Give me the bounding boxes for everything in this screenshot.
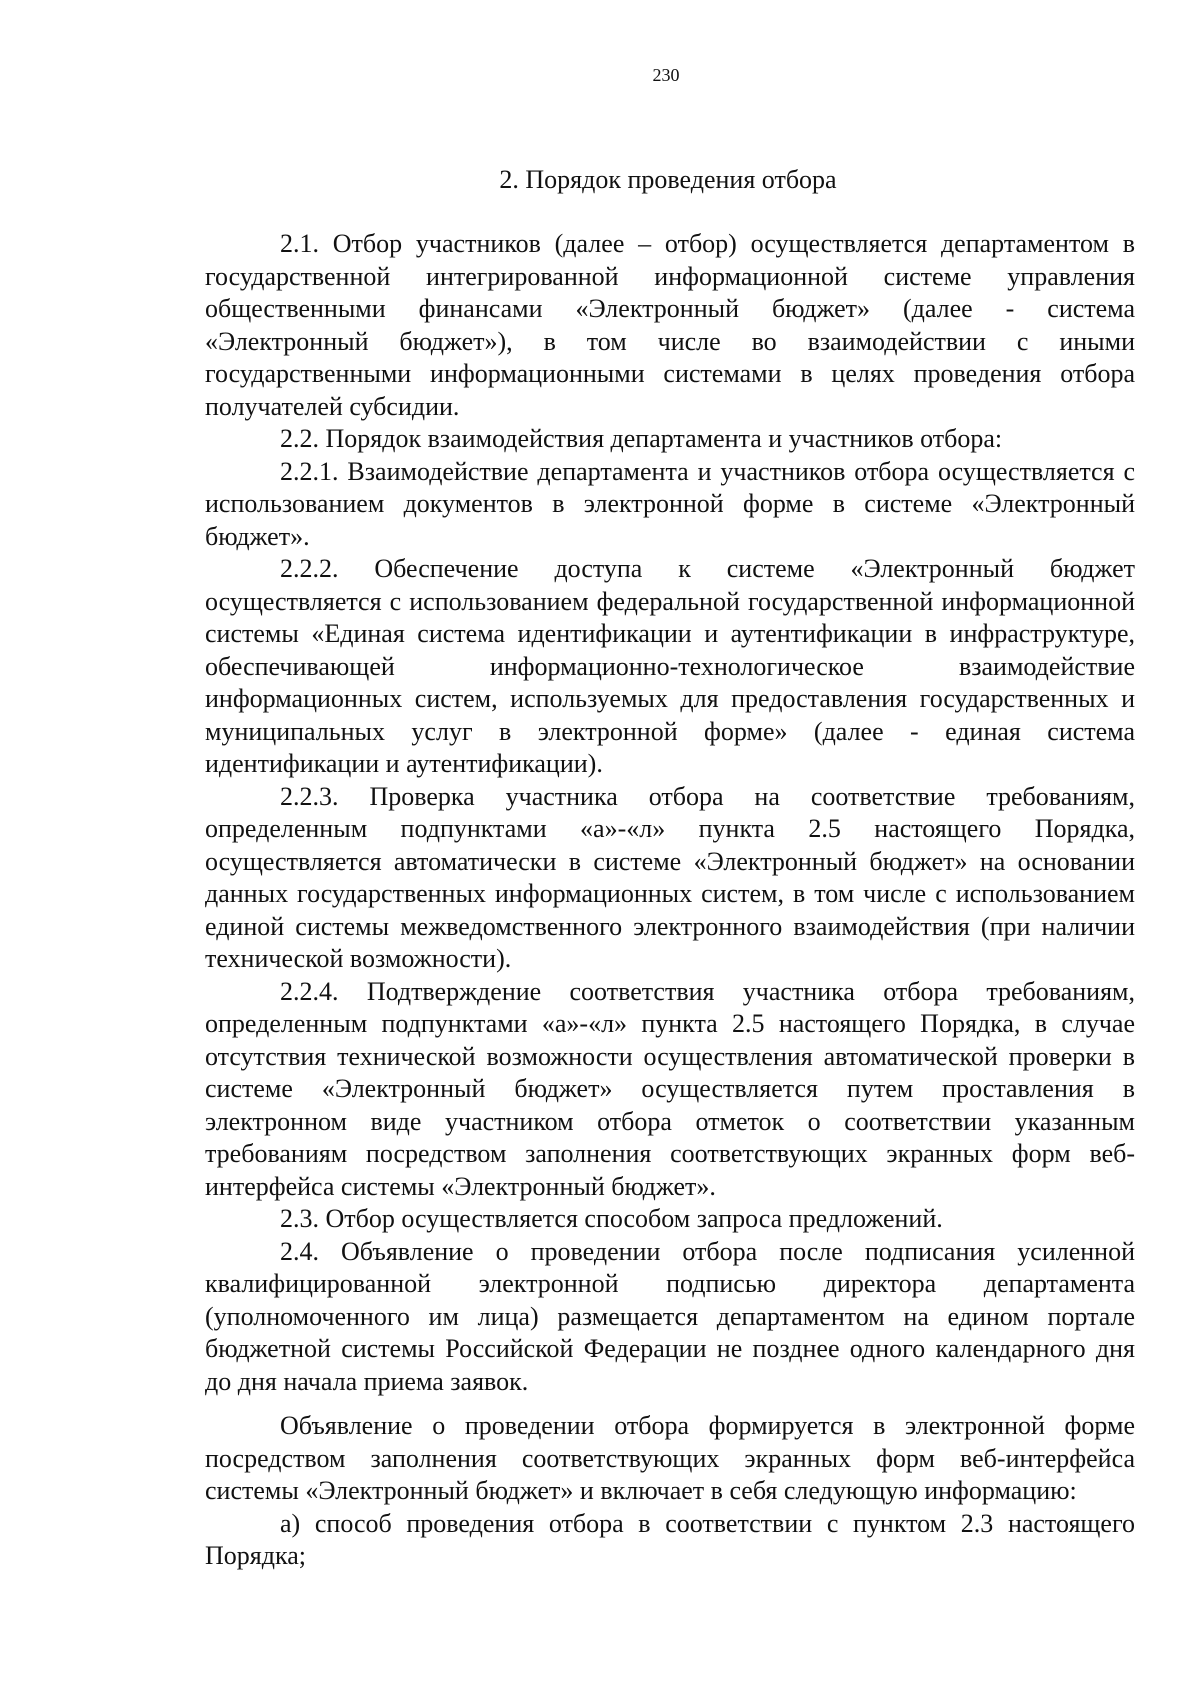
page-number: 230: [652, 65, 680, 85]
paragraph-item-a: а) способ проведения отбора в соответствии с пунктом 2.3 настоящего Порядка;: [205, 1508, 1135, 1570]
paragraph-2-1: 2.1. Отбор участников (далее – отбор) осуществляется департаментом в государственной интегрированной информационной системе управления общественными финансами «Электронный бюджет» (далее - система «Электронный бюджет»), в том числе во взаимодействии с иными государственными информационными системами в целях проведения отбора получателей субсидии.: [205, 229, 1135, 421]
paragraph-2-2-1: 2.2.1. Взаимодействие департамента и участников отбора осуществляется с использованием документов в электронной форме в системе «Электронный бюджет».: [205, 456, 1135, 551]
paragraph-2-2: 2.2. Порядок взаимодействия департамента и участников отбора:: [280, 424, 1003, 453]
paragraph-2-2-4: 2.2.4. Подтверждение соответствия участника отбора требованиям, определенным подпунктами «а»-«л» пункта 2.5 настоящего Порядка, в случае отсутствия технической возможности осуществления автоматической проверки в системе «Электронный бюджет» осуществляется путем проставления в электронном виде участником отбора отметок о соответствии указанным требованиям посредством заполнения соответствующих экранных форм веб-интерфейса системы «Электронный бюджет».: [205, 976, 1135, 1201]
paragraph-2-2-2: 2.2.2. Обеспечение доступа к системе «Электронный бюджет осуществляется с использованием федеральной государственной информационной системы «Единая система идентификации и аутентификации в инфраструктуре, обеспечивающей информационно-технологическое взаимодействие информационных систем, используемых для предоставления государственных и муниципальных услуг в электронной форме» (далее - единая система идентификации и аутентификации).: [205, 554, 1135, 778]
paragraph-2-2-3: 2.2.3. Проверка участника отбора на соответствие требованиям, определенным подпунктами «а»-«л» пункта 2.5 настоящего Порядка, осуществляется автоматически в системе «Электронный бюджет» на основании данных государственных информационных систем, в том числе с использованием единой системы межведомственного электронного взаимодействия (при наличии технической возможности).: [205, 781, 1135, 973]
paragraph-announcement: Объявление о проведении отбора формируется в электронной форме посредством заполнения соответствующих экранных форм веб-интерфейса системы «Электронный бюджет» и включает в себя следующую информацию:: [205, 1411, 1135, 1505]
paragraph-2-3: 2.3. Отбор осуществляется способом запроса предложений.: [280, 1204, 943, 1233]
paragraph-2-4: 2.4. Объявление о проведении отбора после подписания усиленной квалифицированной электронной подписью директора департамента (уполномоченного им лица) размещается департаментом на едином портале бюджетной системы Российской Федерации не позднее одного календарного дня до дня начала приема заявок.: [205, 1236, 1135, 1396]
document-body: [205, 228, 1135, 1573]
section-title: 2. Порядок проведения отбора: [499, 165, 837, 194]
